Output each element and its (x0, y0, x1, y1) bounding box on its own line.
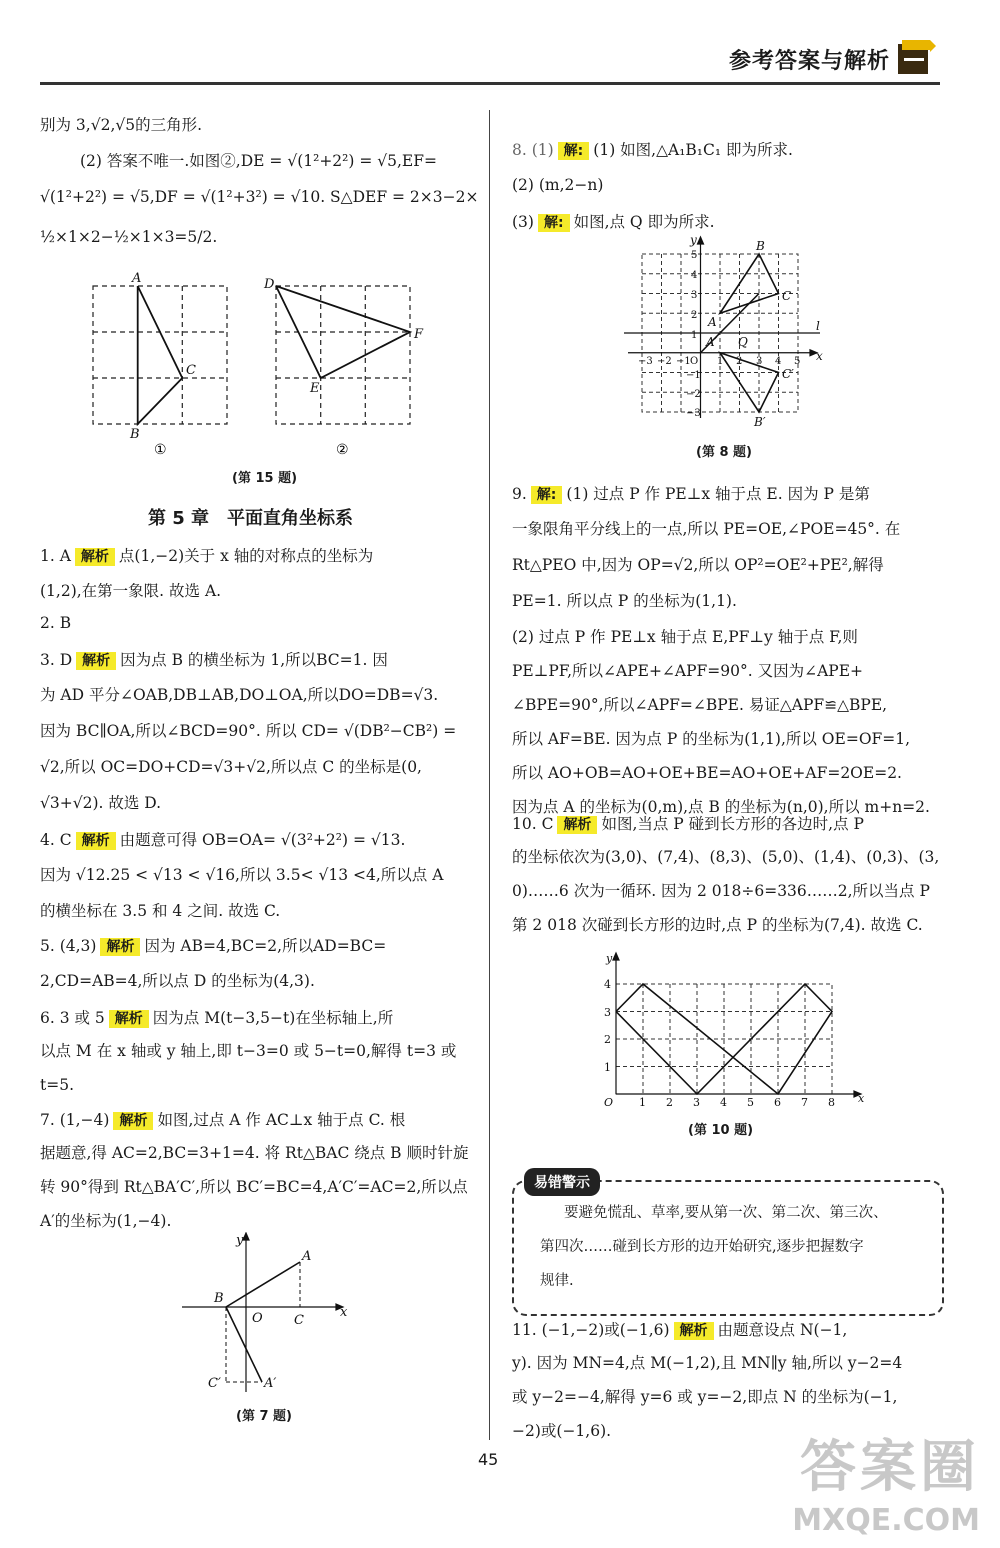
text-line: 由题意设点 N(−1, (717, 1321, 848, 1339)
svg-text:A′: A′ (706, 335, 718, 349)
answer-num: 10. C (512, 815, 554, 833)
svg-text:A′: A′ (264, 1376, 277, 1391)
jiexi-tag: 解析 (75, 548, 115, 566)
jiexi-tag: 解析 (76, 652, 116, 670)
text-line: 所以 AO+OB=AO+OE+BE=AO+OE+AF=2OE=2. (512, 764, 902, 782)
text-line: √3+√2). 故选 D. (40, 794, 162, 812)
fig15-sub2: ② (336, 442, 349, 458)
jie-tag: 解: (558, 142, 590, 160)
text-line: (1,2),在第一象限. 故选 A. (40, 582, 222, 600)
answer-num: 9. (512, 485, 527, 503)
text-line: 为 AD 平分∠OAB,DB⊥AB,DO⊥OA,所以DO=DB=√3. (40, 686, 439, 704)
svg-text:2: 2 (666, 1096, 673, 1108)
answer-num: 7. (1,−4) (40, 1111, 110, 1129)
text-line: ∠BPE=90°,所以∠APF=∠BPE. 易证△APF≌△BPE, (512, 696, 888, 714)
svg-text:C′: C′ (782, 367, 794, 381)
book-logo-icon (896, 36, 938, 78)
svg-text:C′: C′ (208, 1376, 221, 1391)
text-line: 的坐标依次为(3,0)、(7,4)、(8,3)、(5,0)、(1,4)、(0,3)、(3, (512, 848, 940, 866)
answer-num: 2. B (40, 614, 72, 632)
svg-text:O: O (252, 1311, 263, 1326)
jiexi-tag: 解析 (76, 832, 116, 850)
svg-text:C: C (186, 363, 196, 378)
figure-15 (88, 270, 428, 460)
svg-text:3: 3 (693, 1096, 700, 1108)
text-line: 或 y−2=−4,解得 y=6 或 y=−2,即点 N 的坐标为(−1, (512, 1388, 898, 1406)
text-line: √(1²+2²) = √5,DF = √(1²+3²) = √10. S△DEF = 2×3−2× (40, 188, 479, 206)
text-line: 由题意可得 OB=OA= √(3²+2²) = √13. (119, 831, 406, 849)
svg-text:2: 2 (604, 1033, 611, 1046)
svg-text:−3: −3 (638, 356, 653, 367)
text-line: 第 2 018 次碰到长方形的边时,点 P 的坐标为(7,4). 故选 C. (512, 916, 923, 934)
text-line: 0)……6 次为一循环. 因为 2 018÷6=336……2,所以当点 P (512, 882, 930, 900)
svg-text:8: 8 (828, 1096, 835, 1108)
figure-8 (620, 232, 850, 428)
svg-text:x: x (340, 1305, 348, 1320)
text-line: 因为点 M(t−3,5−t)在坐标轴上,所 (152, 1009, 394, 1027)
svg-text:O: O (690, 356, 699, 367)
text-line: Rt△PEO 中,因为 OP=√2,所以 OP²=OE²+PE²,解得 (512, 556, 884, 574)
text-line: (2) 答案不唯一.如图②,DE = √(1²+2²) = √5,EF= (80, 152, 437, 170)
svg-text:4: 4 (775, 356, 782, 367)
svg-text:1: 1 (604, 1061, 611, 1074)
svg-text:6: 6 (774, 1096, 781, 1108)
svg-text:F: F (414, 327, 424, 342)
text-line: (1) 过点 P 作 PE⊥x 轴于点 E. 因为 P 是第 (566, 485, 870, 503)
text-line: y). 因为 MN=4,点 M(−1,2),且 MN∥y 轴,所以 y−2=4 (512, 1354, 903, 1372)
page-number: 45 (478, 1450, 499, 1469)
text-line: √2,所以 OC=DO+CD=√3+√2,所以点 C 的坐标是(0, (40, 758, 422, 776)
text-line: 2,CD=AB=4,所以点 D 的坐标为(4,3). (40, 972, 315, 990)
figure-caption: (第 8 题) (696, 445, 752, 460)
answer-num: (3) (512, 213, 534, 231)
text-line: PE=1. 所以点 P 的坐标为(1,1). (512, 592, 737, 610)
svg-text:E: E (310, 381, 320, 396)
warning-tag: 易错警示 (524, 1168, 600, 1196)
svg-text:y: y (690, 233, 697, 247)
svg-text:4: 4 (604, 978, 611, 991)
text-line: 别为 3,√2,√5的三角形. (40, 116, 203, 134)
svg-text:5: 5 (691, 250, 698, 261)
svg-text:Q: Q (738, 335, 748, 349)
svg-text:3: 3 (604, 1006, 611, 1019)
svg-text:3: 3 (691, 290, 698, 301)
text-line: 如图,点 Q 即为所求. (573, 213, 715, 231)
jiexi-tag: 解析 (100, 938, 140, 956)
answer-num: 4. C (40, 831, 72, 849)
jie-tag: 解: (531, 486, 563, 504)
watermark-line1: 答案圈 (800, 1435, 980, 1500)
svg-text:y: y (606, 952, 613, 965)
column-divider (489, 110, 490, 1440)
text-line: 如图,过点 A 作 AC⊥x 轴于点 C. 根 (157, 1111, 406, 1129)
text-line: 以点 M 在 x 轴或 y 轴上,即 t−3=0 或 5−t=0,解得 t=3 或 (40, 1042, 457, 1060)
svg-text:x: x (858, 1092, 865, 1105)
svg-text:A: A (708, 315, 717, 329)
svg-text:A: A (132, 271, 142, 286)
svg-text:7: 7 (801, 1096, 808, 1108)
text-line: 规律. (540, 1273, 574, 1289)
text-line: 点(1,−2)关于 x 轴的对称点的坐标为 (118, 547, 374, 565)
svg-text:O: O (604, 1096, 614, 1108)
jiexi-tag: 解析 (557, 816, 597, 834)
text-line: (2) 过点 P 作 PE⊥x 轴于点 E,PF⊥y 轴于点 F,则 (512, 628, 858, 646)
figure-caption: (第 10 题) (688, 1123, 754, 1138)
svg-text:y: y (236, 1233, 244, 1248)
answer-num: 6. 3 或 5 (40, 1009, 105, 1027)
svg-text:B: B (214, 1291, 224, 1306)
text-line: t=5. (40, 1076, 75, 1094)
text-line: 转 90°得到 Rt△BA′C′,所以 BC′=BC=4,A′C′=AC=2,所以点 (40, 1178, 468, 1196)
chapter-title: 第 5 章 平面直角坐标系 (148, 508, 354, 529)
watermark-line2: MXQE.COM (792, 1503, 980, 1538)
svg-text:−2: −2 (657, 356, 672, 367)
svg-text:x: x (816, 349, 823, 363)
svg-text:1: 1 (691, 330, 698, 341)
header-title: 参考答案与解析 (728, 49, 890, 74)
text-line: 因为 √12.25 < √13 < √16,所以 3.5< √13 <4,所以点 A (40, 866, 444, 884)
svg-text:2: 2 (736, 356, 743, 367)
page-header (0, 0, 1000, 100)
text-line: A′的坐标为(1,−4). (40, 1212, 172, 1230)
svg-text:5: 5 (794, 356, 801, 367)
text-line: 据题意,得 AC=2,BC=3+1=4. 将 Rt△BAC 绕点 B 顺时针旋 (40, 1144, 469, 1162)
text-line: 因为 AB=4,BC=2,所以AD=BC= (144, 937, 387, 955)
svg-text:3: 3 (756, 356, 763, 367)
fig15-sub1: ① (154, 442, 167, 458)
watermark (792, 1423, 980, 1538)
text-line: 的横坐标在 3.5 和 4 之间. 故选 C. (40, 902, 281, 920)
text-line: (2) (m,2−n) (512, 176, 604, 194)
svg-text:1: 1 (717, 356, 724, 367)
svg-text:−2: −2 (686, 389, 701, 400)
svg-text:5: 5 (747, 1096, 754, 1108)
text-line: 因为 BC∥OA,所以∠BCD=90°. 所以 CD= √(DB²−CB²) = (40, 722, 457, 740)
svg-text:2: 2 (691, 310, 698, 321)
text-line: −2)或(−1,6). (512, 1422, 612, 1440)
svg-text:1: 1 (639, 1096, 646, 1108)
jie-tag: 解: (538, 214, 570, 232)
svg-text:D: D (264, 277, 275, 292)
text-line: PE⊥PF,所以∠APE+∠APF=90°. 又因为∠APE+ (512, 662, 864, 680)
text-line: 因为点 A 的坐标为(0,m),点 B 的坐标为(n,0),所以 m+n=2. (512, 798, 930, 816)
svg-text:4: 4 (720, 1096, 727, 1108)
svg-text:C: C (294, 1313, 304, 1328)
jiexi-tag: 解析 (109, 1010, 149, 1028)
svg-text:−3: −3 (686, 408, 701, 419)
answer-num: 11. (−1,−2)或(−1,6) (512, 1321, 670, 1339)
text-line: 所以 AF=BE. 因为点 P 的坐标为(1,1),所以 OE=OF=1, (512, 730, 911, 748)
text-line: 因为点 B 的横坐标为 1,所以BC=1. 因 (120, 651, 388, 669)
svg-text:A: A (302, 1249, 312, 1264)
svg-text:B: B (756, 239, 765, 253)
svg-text:B′: B′ (754, 415, 766, 428)
figure-caption: (第 7 题) (236, 1409, 292, 1424)
svg-text:l: l (816, 319, 820, 333)
answer-num: 1. A (40, 547, 71, 565)
text-line: 第四次……碰到长方形的边开始研究,逐步把握数字 (540, 1239, 864, 1255)
figure-10 (582, 950, 872, 1108)
text-line: (1) 如图,△A₁B₁C₁ 即为所求. (593, 141, 793, 159)
jiexi-tag: 解析 (674, 1322, 714, 1340)
figure-caption: (第 15 题) (232, 471, 298, 486)
text-line: 一象限角平分线上的一点,所以 PE=OE,∠POE=45°. 在 (512, 520, 901, 538)
text-line: 要避免慌乱、草率,要从第一次、第二次、第三次、 (564, 1205, 888, 1221)
text-line: ½×1×2−½×1×3=5/2. (40, 228, 218, 246)
answer-num: 5. (4,3) (40, 937, 97, 955)
svg-text:B: B (130, 427, 140, 442)
header-rule (40, 82, 940, 85)
text-line: 如图,当点 P 碰到长方形的各边时,点 P (601, 815, 864, 833)
svg-text:−1: −1 (686, 370, 701, 381)
answer-num: 3. D (40, 651, 73, 669)
svg-text:4: 4 (691, 270, 698, 281)
svg-text:C: C (782, 289, 792, 303)
svg-text:−1: −1 (676, 356, 691, 367)
jiexi-tag: 解析 (113, 1112, 153, 1130)
figure-7 (178, 1232, 378, 1402)
answer-num: 8. (1) (512, 141, 554, 159)
